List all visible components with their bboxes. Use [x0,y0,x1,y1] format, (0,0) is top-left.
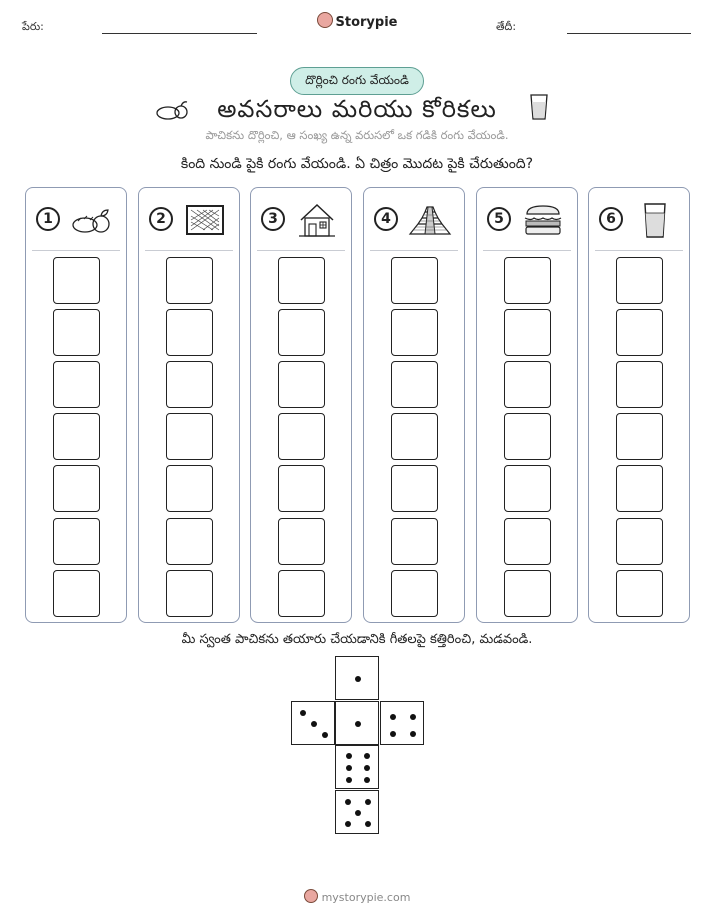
color-cell[interactable] [278,570,325,617]
color-cell[interactable] [278,465,325,512]
dice-face-5 [335,790,379,834]
footer-bear-icon [304,889,318,903]
color-cell[interactable] [391,570,438,617]
dice-pip [390,731,396,737]
brand-logo [0,12,714,30]
color-cell[interactable] [391,465,438,512]
water-glass-icon [633,200,677,240]
footer-url: mystorypie.com [321,891,411,904]
color-cell[interactable] [391,518,438,565]
color-cell[interactable] [53,570,100,617]
color-cell[interactable] [391,413,438,460]
color-cell[interactable] [166,361,213,408]
column-divider [595,250,683,251]
color-cell[interactable] [616,570,663,617]
name-line [102,33,257,34]
column-divider [145,250,233,251]
column-number: 3 [261,207,285,231]
dice-pip [364,777,370,783]
color-cell[interactable] [504,518,551,565]
glass-title-icon [528,92,550,122]
column-6 [588,187,690,623]
color-cell[interactable] [391,257,438,304]
color-cell[interactable] [616,257,663,304]
dice-pip [355,676,361,682]
dice-pip [345,821,351,827]
brand-name: Storypie [335,15,398,30]
dice-pip [346,765,352,771]
page-title: అవసరాలు మరియు కోరికలు [217,95,497,123]
color-cell[interactable] [278,309,325,356]
color-cell[interactable] [504,465,551,512]
column-number: 5 [487,207,511,231]
color-cell[interactable] [166,413,213,460]
date-line [567,33,691,34]
column-number: 1 [36,207,60,231]
date-label: తేదీ: [496,20,517,33]
dice-face-6 [335,745,379,789]
dice-pip [346,777,352,783]
sandwich-icon [521,200,565,240]
column-5 [476,187,578,623]
dice-pip [355,810,361,816]
color-cell[interactable] [278,257,325,304]
color-cell[interactable] [53,518,100,565]
column-1 [25,187,127,623]
color-cell[interactable] [504,257,551,304]
column-divider [32,250,120,251]
column-divider [483,250,571,251]
color-cell[interactable] [504,361,551,408]
dice-pip [300,710,306,716]
color-cell[interactable] [504,570,551,617]
dice-face-4 [380,701,424,745]
dice-pip [364,765,370,771]
color-cell[interactable] [391,361,438,408]
color-cell[interactable] [504,309,551,356]
dice-face-1 [335,656,379,700]
color-cell[interactable] [616,518,663,565]
dice-face-1 [335,701,379,745]
color-cell[interactable] [616,361,663,408]
color-cell[interactable] [53,309,100,356]
color-cell[interactable] [53,465,100,512]
column-number: 2 [149,207,173,231]
color-cell[interactable] [166,309,213,356]
column-divider [257,250,345,251]
color-cell[interactable] [616,309,663,356]
color-cell[interactable] [616,465,663,512]
dice-pip [311,721,317,727]
dice-pip [322,732,328,738]
color-cell[interactable] [278,413,325,460]
activity-badge: దొర్లించి రంగు వేయండి [290,67,424,95]
color-cell[interactable] [53,361,100,408]
color-cell[interactable] [616,413,663,460]
column-number: 6 [599,207,623,231]
color-cell[interactable] [53,413,100,460]
bread-fruit-icon [70,200,114,240]
column-number: 4 [374,207,398,231]
dice-pip [364,753,370,759]
footer [0,889,714,904]
dice-pip [410,731,416,737]
column-3 [250,187,352,623]
dice-pip [345,799,351,805]
color-cell[interactable] [166,518,213,565]
column-2 [138,187,240,623]
column-4 [363,187,465,623]
dice-pip [410,714,416,720]
cut-instruction: మీ స్వంత పాచికను తయారు చేయడానికి గీతలపై కత్తిరించి, మడవండి. [181,632,533,647]
color-cell[interactable] [278,518,325,565]
question-text: కింది నుండి పైకి రంగు వేయండి. ఏ చిత్రం మొదట పైకి చేరుతుంది? [180,156,534,172]
color-cell[interactable] [166,257,213,304]
color-cell[interactable] [53,257,100,304]
dice-face-3 [291,701,335,745]
dice-pip [365,821,371,827]
color-cell[interactable] [504,413,551,460]
dice-pip [346,753,352,759]
bear-logo-icon [317,12,333,28]
page-subtitle: పాచికను దొర్లించి, ఆ సంఖ్య ఉన్న వరుసలో ఒక గడికి రంగు వేయండి. [205,128,509,142]
color-cell[interactable] [391,309,438,356]
column-divider [370,250,458,251]
color-cell[interactable] [166,570,213,617]
pyramid-icon [408,200,452,240]
dice-pip [365,799,371,805]
dice-pip [390,714,396,720]
name-label: పేరు: [22,20,44,33]
dice-pip [355,721,361,727]
house-icon [295,200,339,240]
color-cell[interactable] [278,361,325,408]
soccer-goal-icon [183,200,227,240]
color-cell[interactable] [166,465,213,512]
